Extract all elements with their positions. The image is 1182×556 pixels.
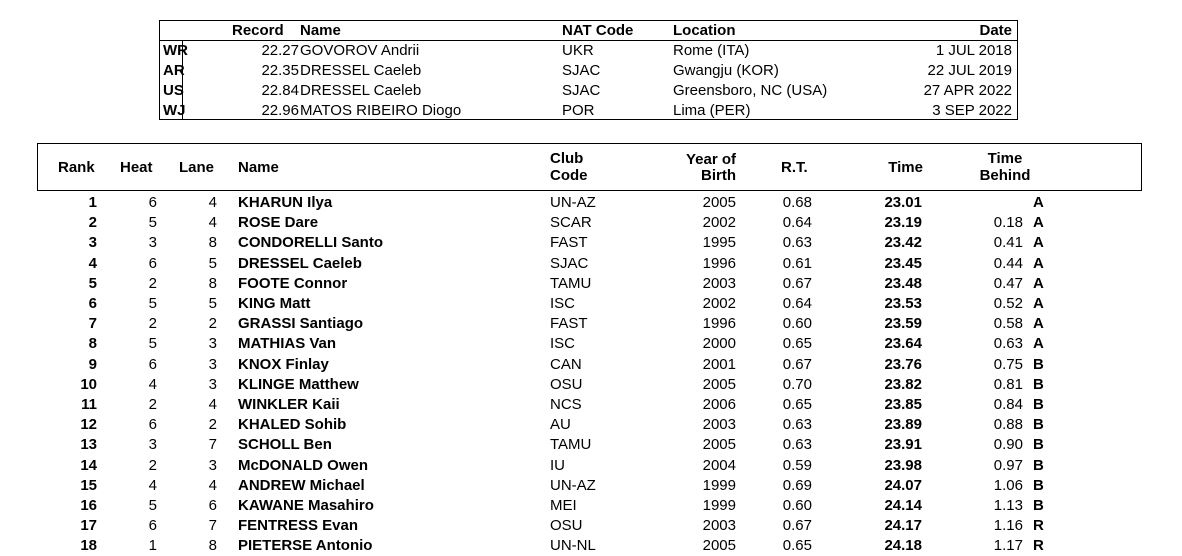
yob-cell: 1996	[702, 315, 736, 333]
behind-cell: 0.75	[993, 355, 1023, 373]
behind-cell: 0.58	[993, 315, 1023, 333]
name-cell: FOOTE Connor	[238, 274, 348, 292]
time-cell: 23.76	[884, 355, 922, 373]
name-cell: KAWANE Masahiro	[238, 497, 374, 514]
club-cell: UN-AZ	[550, 194, 596, 211]
yob-cell: 2004	[702, 456, 736, 474]
heat-cell: 2	[148, 315, 157, 333]
time-cell: 23.89	[884, 416, 922, 434]
yob-cell: 2003	[702, 416, 736, 434]
name-cell: GRASSI Santiago	[238, 315, 364, 333]
result-row	[0, 516, 1182, 536]
records-header-nat: NAT Code	[562, 22, 634, 39]
record-date: 27 APR 2022	[923, 82, 1012, 99]
name-cell: KLINGE Matthew	[238, 375, 359, 393]
name-cell: DRESSEL Caeleb	[238, 254, 362, 272]
result-row	[0, 415, 1182, 435]
behind-cell: 1.17	[993, 537, 1023, 555]
rank-cell: 17	[80, 517, 97, 535]
record-code: WR	[163, 42, 188, 59]
club-cell: SJAC	[550, 254, 589, 272]
behind-cell: 0.97	[993, 456, 1023, 474]
final-qualifier-cell: R	[1033, 517, 1044, 535]
club-cell: MEI	[550, 497, 577, 514]
rt-cell: 0.63	[782, 436, 812, 454]
final-qualifier-cell: B	[1033, 436, 1044, 454]
name-cell: ANDREW Michael	[238, 476, 365, 494]
header-time: Time	[888, 159, 923, 176]
heat-cell: 3	[148, 234, 157, 252]
lane-cell: 6	[208, 497, 217, 514]
lane-cell: 2	[208, 315, 217, 333]
heat-cell: 6	[148, 416, 157, 434]
lane-cell: 2	[208, 416, 217, 434]
results-header	[37, 143, 1142, 191]
behind-cell: 1.06	[993, 476, 1023, 494]
record-name: MATOS RIBEIRO Diogo	[300, 102, 462, 119]
yob-cell: 2003	[702, 517, 736, 535]
time-cell: 24.18	[884, 537, 922, 555]
rt-cell: 0.67	[782, 355, 812, 373]
record-row	[160, 101, 1017, 121]
lane-cell: 4	[208, 214, 217, 232]
result-row	[0, 496, 1182, 516]
header-yob-line1: Year of	[685, 151, 736, 168]
result-row	[0, 375, 1182, 395]
time-cell: 23.19	[884, 214, 922, 232]
club-cell: IU	[550, 456, 565, 474]
time-cell: 24.14	[884, 497, 922, 514]
header-heat: Heat	[120, 159, 153, 176]
name-cell: MATHIAS Van	[238, 335, 337, 353]
rt-cell: 0.65	[782, 537, 812, 555]
club-cell: AU	[550, 416, 571, 434]
time-cell: 23.48	[884, 274, 922, 292]
name-cell: FENTRESS Evan	[238, 517, 359, 535]
record-row	[160, 41, 1017, 61]
lane-cell: 3	[208, 355, 217, 373]
heat-cell: 1	[148, 537, 157, 555]
name-cell: WINKLER Kaii	[238, 396, 340, 413]
lane-cell: 4	[208, 396, 217, 413]
club-cell: FAST	[550, 234, 588, 252]
record-nat: SJAC	[562, 82, 601, 99]
result-row	[0, 456, 1182, 476]
final-qualifier-cell: B	[1033, 375, 1044, 393]
final-qualifier-cell: B	[1033, 396, 1044, 413]
yob-cell: 1999	[702, 497, 736, 514]
result-row	[0, 314, 1182, 334]
header-club-line1: Club	[550, 150, 584, 167]
behind-cell: 0.41	[993, 234, 1023, 252]
record-date: 22 JUL 2019	[927, 62, 1012, 79]
rt-cell: 0.70	[782, 375, 812, 393]
heat-cell: 6	[148, 254, 157, 272]
time-cell: 23.91	[884, 436, 922, 454]
record-time: 22.35	[261, 62, 299, 79]
rt-cell: 0.60	[782, 315, 812, 333]
records-table	[159, 20, 1018, 120]
heat-cell: 6	[148, 194, 157, 211]
header-club-line2: Code	[550, 167, 588, 184]
result-row	[0, 355, 1182, 375]
club-cell: OSU	[550, 375, 583, 393]
result-row	[0, 395, 1182, 415]
rank-cell: 6	[88, 295, 97, 312]
final-qualifier-cell: A	[1033, 295, 1044, 312]
rt-cell: 0.61	[782, 254, 812, 272]
yob-cell: 2005	[702, 375, 736, 393]
club-cell: FAST	[550, 315, 588, 333]
lane-cell: 3	[208, 456, 217, 474]
header-name: Name	[238, 159, 279, 176]
rank-cell: 13	[80, 436, 97, 454]
final-qualifier-cell: A	[1033, 315, 1044, 333]
club-cell: TAMU	[550, 274, 592, 292]
lane-cell: 3	[208, 335, 217, 353]
final-qualifier-cell: A	[1033, 254, 1044, 272]
club-cell: NCS	[550, 396, 582, 413]
behind-cell: 0.44	[993, 254, 1023, 272]
behind-cell: 0.84	[993, 396, 1023, 413]
header-rank: Rank	[58, 159, 95, 176]
club-cell: ISC	[550, 295, 576, 312]
rank-cell: 5	[88, 274, 97, 292]
heat-cell: 6	[148, 355, 157, 373]
final-qualifier-cell: B	[1033, 355, 1044, 373]
heat-cell: 5	[148, 335, 157, 353]
record-row	[160, 61, 1017, 81]
heat-cell: 4	[148, 476, 157, 494]
lane-cell: 8	[208, 537, 217, 555]
final-qualifier-cell: A	[1033, 234, 1044, 252]
record-location: Greensboro, NC (USA)	[673, 82, 828, 99]
records-header-location: Location	[673, 22, 736, 39]
rt-cell: 0.64	[782, 214, 812, 232]
heat-cell: 2	[148, 396, 157, 413]
behind-cell: 1.16	[993, 517, 1023, 535]
yob-cell: 2005	[702, 436, 736, 454]
final-qualifier-cell: A	[1033, 194, 1044, 211]
final-qualifier-cell: A	[1033, 214, 1044, 232]
header-behind-line1: Time	[987, 150, 1023, 167]
yob-cell: 2005	[702, 537, 736, 555]
behind-cell: 0.90	[993, 436, 1023, 454]
lane-cell: 7	[208, 517, 217, 535]
yob-cell: 2000	[702, 335, 736, 353]
yob-cell: 2006	[702, 396, 736, 413]
lane-cell: 5	[208, 295, 217, 312]
time-cell: 23.53	[884, 295, 922, 312]
heat-cell: 2	[148, 456, 157, 474]
rank-cell: 9	[88, 355, 97, 373]
rank-cell: 11	[81, 396, 97, 413]
club-cell: TAMU	[550, 436, 592, 454]
final-qualifier-cell: B	[1033, 497, 1044, 514]
heat-cell: 2	[148, 274, 157, 292]
yob-cell: 2002	[702, 214, 736, 232]
behind-cell: 0.63	[993, 335, 1023, 353]
record-location: Rome (ITA)	[673, 42, 750, 59]
rt-cell: 0.63	[782, 234, 812, 252]
heat-cell: 5	[148, 497, 157, 514]
time-cell: 23.45	[884, 254, 922, 272]
rt-cell: 0.67	[782, 274, 812, 292]
time-cell: 24.17	[884, 517, 922, 535]
record-location: Gwangju (KOR)	[673, 62, 779, 79]
yob-cell: 1996	[702, 254, 736, 272]
heat-cell: 6	[148, 517, 157, 535]
name-cell: KNOX Finlay	[238, 355, 329, 373]
time-cell: 24.07	[884, 476, 922, 494]
name-cell: ROSE Dare	[238, 214, 319, 232]
records-header-record: Record	[232, 22, 284, 39]
record-location: Lima (PER)	[673, 102, 751, 119]
club-cell: ISC	[550, 335, 576, 353]
behind-cell: 0.81	[993, 375, 1023, 393]
yob-cell: 2005	[702, 194, 736, 211]
rank-cell: 4	[88, 254, 97, 272]
record-code: AR	[163, 62, 185, 79]
result-row	[0, 233, 1182, 253]
rank-cell: 1	[88, 194, 97, 211]
record-date: 3 SEP 2022	[932, 102, 1012, 119]
behind-cell: 0.88	[993, 416, 1023, 434]
time-cell: 23.82	[884, 375, 922, 393]
record-date: 1 JUL 2018	[935, 42, 1012, 59]
result-row	[0, 536, 1182, 556]
record-nat: POR	[562, 102, 595, 119]
heat-cell: 4	[148, 375, 157, 393]
final-qualifier-cell: B	[1033, 456, 1044, 474]
rt-cell: 0.64	[782, 295, 812, 312]
records-header-date: Date	[979, 22, 1012, 39]
rank-cell: 12	[80, 416, 97, 434]
header-rt: R.T.	[781, 159, 808, 176]
rank-cell: 3	[88, 234, 97, 252]
rank-cell: 14	[80, 456, 97, 474]
time-cell: 23.98	[884, 456, 922, 474]
club-cell: OSU	[550, 517, 583, 535]
behind-cell: 0.47	[993, 274, 1023, 292]
record-name: GOVOROV Andrii	[300, 42, 420, 59]
name-cell: KHARUN Ilya	[238, 194, 333, 211]
record-nat: UKR	[562, 42, 594, 59]
name-cell: PIETERSE Antonio	[238, 537, 373, 555]
name-cell: CONDORELLI Santo	[238, 234, 383, 252]
lane-cell: 3	[208, 375, 217, 393]
club-cell: UN-NL	[550, 537, 596, 555]
result-row	[0, 193, 1182, 213]
lane-cell: 4	[208, 476, 217, 494]
behind-cell: 0.18	[993, 214, 1023, 232]
behind-cell: 0.52	[993, 295, 1023, 312]
lane-cell: 4	[208, 194, 217, 211]
rt-cell: 0.67	[782, 517, 812, 535]
final-qualifier-cell: A	[1033, 335, 1044, 353]
rank-cell: 8	[88, 335, 97, 353]
header-behind-line2: Behind	[979, 167, 1031, 184]
club-cell: SCAR	[550, 214, 592, 232]
rt-cell: 0.60	[782, 497, 812, 514]
rank-cell: 18	[80, 537, 97, 555]
final-qualifier-cell: A	[1033, 274, 1044, 292]
rt-cell: 0.68	[782, 194, 812, 211]
lane-cell: 8	[208, 234, 217, 252]
name-cell: KHALED Sohib	[238, 416, 347, 434]
records-header-name: Name	[300, 22, 341, 39]
heat-cell: 3	[148, 436, 157, 454]
name-cell: SCHOLL Ben	[238, 436, 332, 454]
record-nat: SJAC	[562, 62, 601, 79]
club-cell: UN-AZ	[550, 476, 596, 494]
header-yob-line2: Birth	[701, 167, 736, 184]
record-name: DRESSEL Caeleb	[300, 62, 422, 79]
lane-cell: 8	[208, 274, 217, 292]
time-cell: 23.59	[884, 315, 922, 333]
result-row	[0, 254, 1182, 274]
time-cell: 23.42	[884, 234, 922, 252]
record-time: 22.84	[261, 82, 299, 99]
record-code: WJ	[163, 102, 186, 119]
result-row	[0, 213, 1182, 233]
time-cell: 23.64	[884, 335, 922, 353]
lane-cell: 5	[208, 254, 217, 272]
yob-cell: 2002	[702, 295, 736, 312]
result-row	[0, 476, 1182, 496]
rt-cell: 0.65	[782, 396, 812, 413]
record-time: 22.27	[261, 42, 299, 59]
yob-cell: 2001	[702, 355, 736, 373]
result-row	[0, 435, 1182, 455]
record-code: US	[163, 82, 184, 99]
name-cell: KING Matt	[238, 295, 311, 312]
rank-cell: 7	[88, 315, 97, 333]
rt-cell: 0.63	[782, 416, 812, 434]
rank-cell: 2	[88, 214, 97, 232]
heat-cell: 5	[148, 214, 157, 232]
rank-cell: 10	[80, 375, 97, 393]
rank-cell: 16	[80, 497, 97, 514]
result-row	[0, 294, 1182, 314]
time-cell: 23.01	[884, 194, 922, 211]
name-cell: McDONALD Owen	[238, 456, 369, 474]
rt-cell: 0.59	[782, 456, 812, 474]
time-cell: 23.85	[884, 396, 922, 413]
record-row	[160, 81, 1017, 101]
record-name: DRESSEL Caeleb	[300, 82, 422, 99]
yob-cell: 2003	[702, 274, 736, 292]
club-cell: CAN	[550, 355, 582, 373]
final-qualifier-cell: R	[1033, 537, 1044, 555]
yob-cell: 1995	[702, 234, 736, 252]
record-time: 22.96	[261, 102, 299, 119]
rt-cell: 0.65	[782, 335, 812, 353]
final-qualifier-cell: B	[1033, 476, 1044, 494]
heat-cell: 5	[148, 295, 157, 312]
rank-cell: 15	[80, 476, 97, 494]
yob-cell: 1999	[702, 476, 736, 494]
behind-cell: 1.13	[993, 497, 1023, 514]
result-row	[0, 334, 1182, 354]
final-qualifier-cell: B	[1033, 416, 1044, 434]
header-lane: Lane	[179, 159, 215, 176]
lane-cell: 7	[208, 436, 217, 454]
rt-cell: 0.69	[782, 476, 812, 494]
result-row	[0, 274, 1182, 294]
